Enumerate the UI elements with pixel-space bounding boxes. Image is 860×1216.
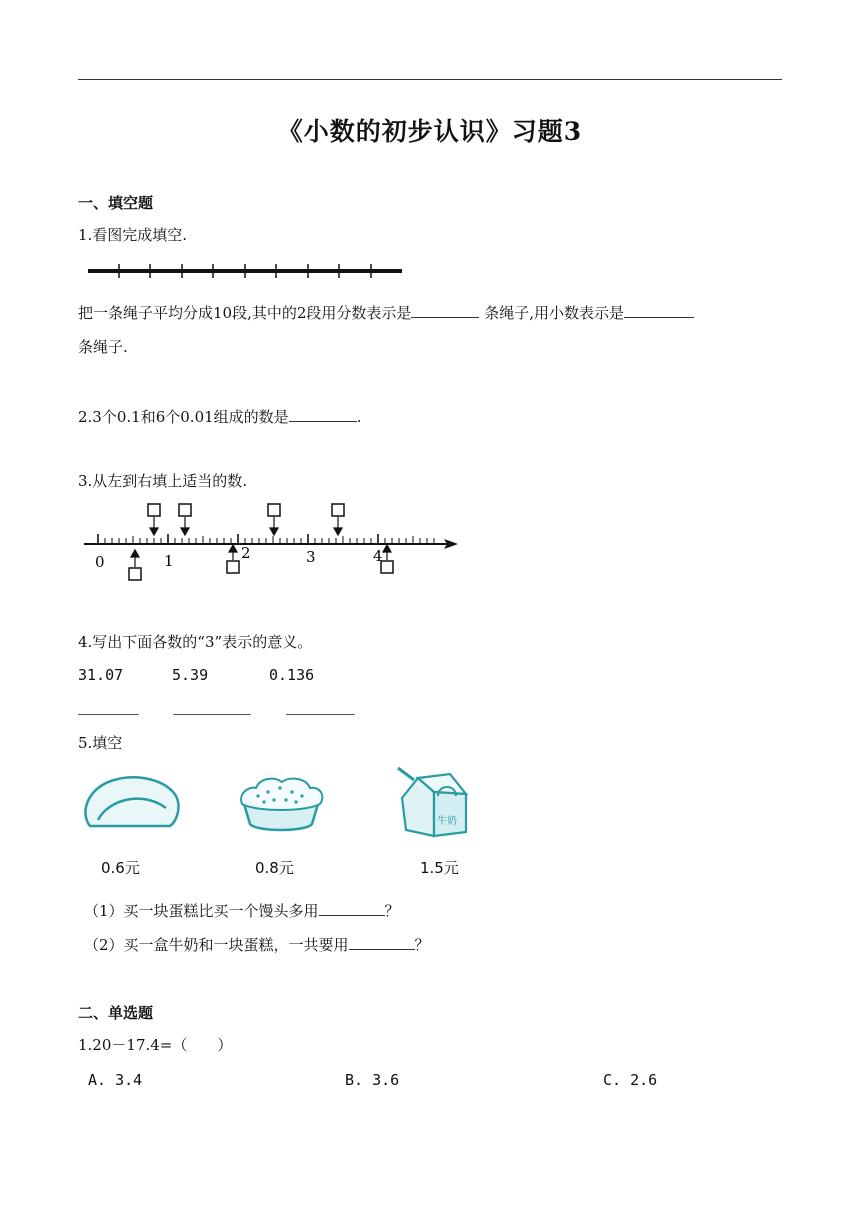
page-title: 《小数的初步认识》习题3 [277, 117, 583, 146]
answer-box-bottom-1[interactable] [129, 568, 141, 580]
nl-label-0: 0 [95, 553, 105, 571]
q3-prompt: 3.从左到右填上适当的数. [78, 472, 248, 490]
q2-blank[interactable] [289, 406, 357, 422]
price-milk: 1.5元 [420, 859, 459, 877]
milk-label: 牛奶 [437, 816, 457, 827]
mc-q1-option-a[interactable]: A. 3.4 [88, 1071, 143, 1089]
q1-text-c: 条绳子. [78, 338, 128, 356]
nl-label-2: 2 [241, 544, 251, 562]
q5-sub2-end: ？ [414, 936, 430, 954]
mc-q1-option-b[interactable]: B. 3.6 [345, 1071, 400, 1089]
q1-prompt: 1.看图完成填空. [78, 226, 188, 244]
q5-sub1-end: ？ [384, 902, 400, 920]
q2-line [78, 406, 361, 428]
q1-blank-fraction[interactable] [411, 302, 479, 318]
q1-text-a: 把一条绳子平均分成10段,其中的2段用分数表示是 [78, 304, 412, 322]
section-heading-fill-blank: 一、填空题 [78, 194, 154, 212]
section-heading-single-choice: 二、单选题 [78, 1004, 154, 1022]
steamed-bun-image [82, 774, 182, 832]
q2-text-a: 2.3个0.1和6个0.01组成的数是 [78, 408, 289, 426]
q4-number-3: 0.136 [269, 666, 315, 684]
answer-box-top-4[interactable] [332, 504, 344, 516]
q4-blank-3[interactable] [286, 714, 355, 715]
q5-sub1 [84, 900, 400, 922]
q5-prompt: 5.填空 [78, 734, 123, 752]
q1-blank-decimal[interactable] [624, 302, 694, 318]
answer-box-top-3[interactable] [268, 504, 280, 516]
q4-number-2: 5.39 [172, 666, 209, 684]
nl-label-4: 4 [373, 547, 383, 565]
q2-text-b: . [356, 408, 362, 426]
top-rule [78, 79, 782, 80]
q5-sub2-blank[interactable] [349, 934, 415, 950]
q4-blank-2[interactable] [173, 714, 251, 715]
number-line-diagram [78, 498, 468, 584]
answer-box-bottom-3[interactable] [381, 561, 393, 573]
answer-box-bottom-2[interactable] [227, 561, 239, 573]
nl-label-3: 3 [306, 548, 316, 566]
q1-text-b: 条绳子,用小数表示是 [484, 304, 624, 322]
price-bun: 0.6元 [101, 859, 140, 877]
nl-label-1: 1 [164, 552, 174, 570]
q5-sub2-text: （2）买一盒牛奶和一块蛋糕，一共要用 [84, 936, 349, 954]
q4-prompt: 4.写出下面各数的“3”表示的意义。 [78, 633, 313, 651]
answer-box-top-1[interactable] [148, 504, 160, 516]
mc-q1-option-c[interactable]: C. 2.6 [603, 1071, 658, 1089]
q5-sub1-text: （1）买一块蛋糕比买一个馒头多用 [84, 902, 319, 920]
cake-image [236, 774, 326, 834]
q4-blank-1[interactable] [78, 714, 139, 715]
answer-box-top-2[interactable] [179, 504, 191, 516]
q4-number-1: 31.07 [78, 666, 124, 684]
price-cake: 0.8元 [255, 859, 294, 877]
rope-diagram [86, 261, 406, 281]
mc-q1-prompt: 1.20－17.4=（ ） [78, 1036, 233, 1054]
milk-box-image [394, 766, 472, 842]
q5-sub2 [84, 934, 430, 956]
q5-sub1-blank[interactable] [319, 900, 385, 916]
q1-line1 [78, 302, 694, 324]
